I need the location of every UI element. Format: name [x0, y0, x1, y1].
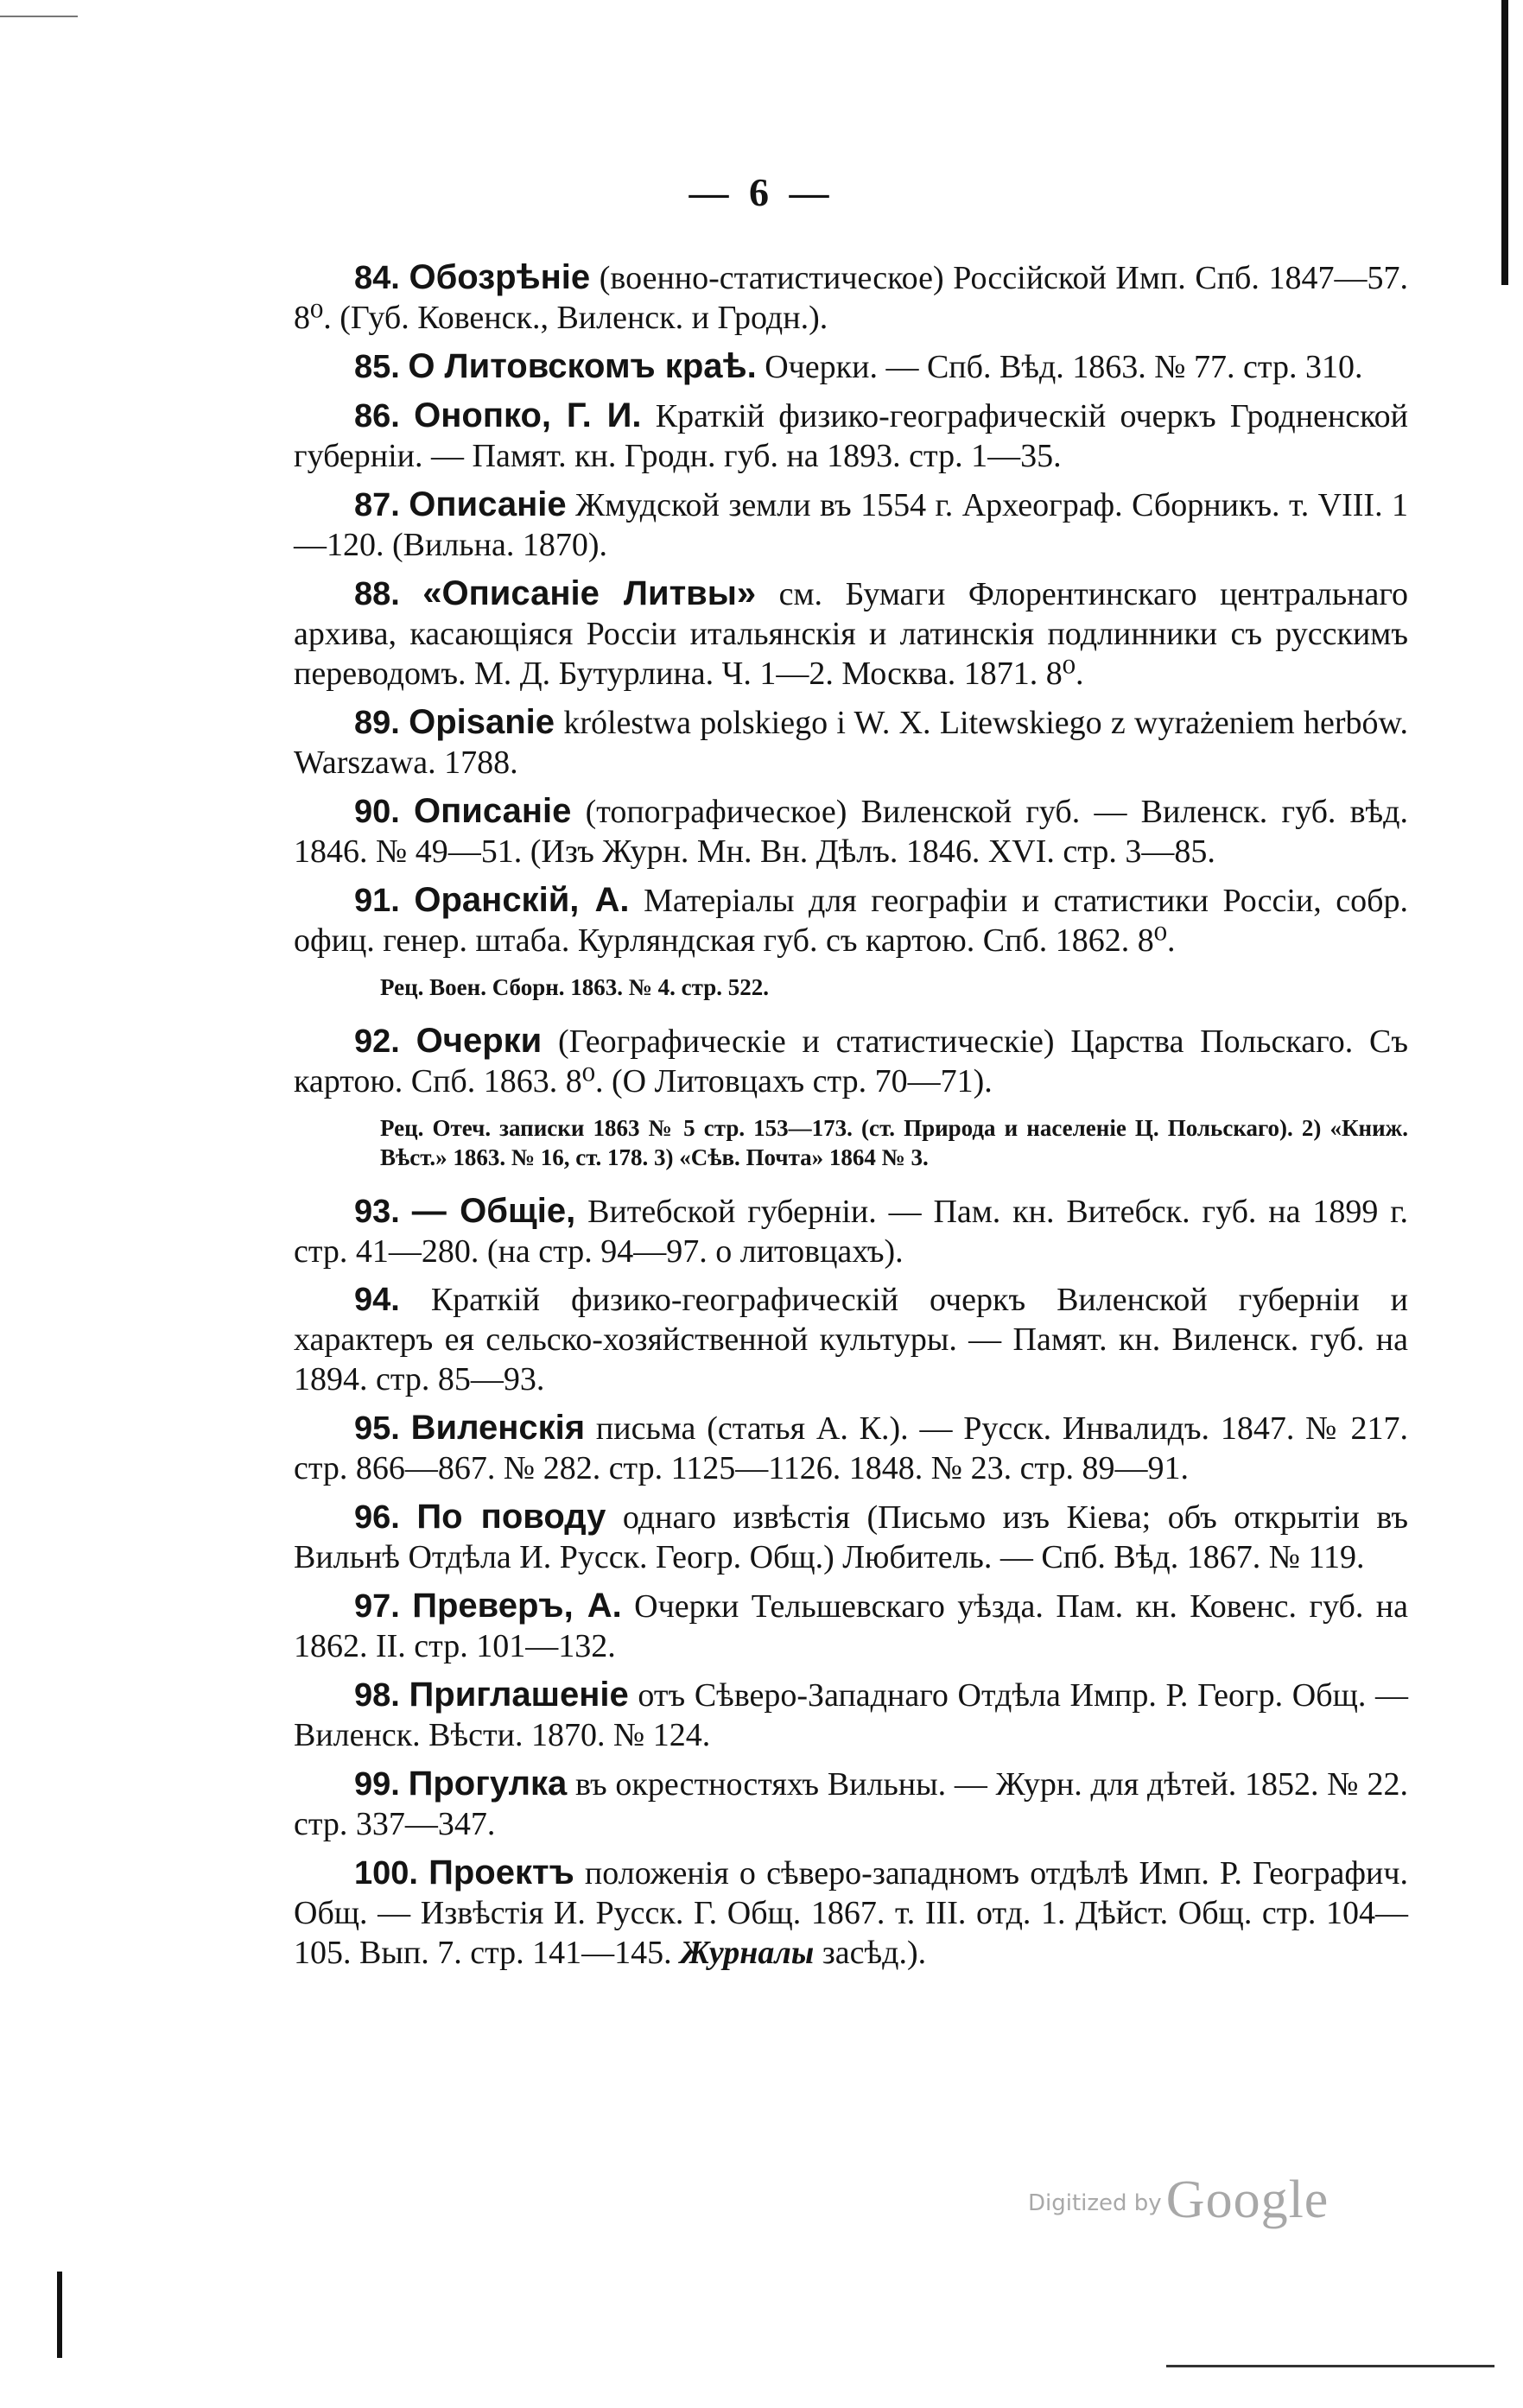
scan-edge-shadow: [1501, 0, 1508, 285]
entry-heading: Оранскій, А.: [414, 881, 630, 919]
scan-bottom-line: [1166, 2365, 1494, 2367]
entry-number: 88.: [354, 576, 400, 612]
scan-edge-mark: [0, 16, 78, 17]
entry-text: Очерки. — Спб. Вѣд. 1863. № 77. стр. 310.: [765, 349, 1363, 385]
entry-text: (военно-статистическое) Россійской Имп. Спб. 1847—57. 8⁰. (Губ. Ковенск., Виленск. и Гродн.).: [294, 260, 1409, 336]
entry-heading: По поводу: [416, 1498, 606, 1536]
entry-text: królestwa polskiego i W. X. Litewskiego z wyrażeniem herbów. Warszawa. 1788.: [294, 705, 1408, 781]
review-note-91: Рец. Воен. Сборн. 1863. № 4. стр. 522.: [380, 974, 769, 1000]
entry-heading: Приглашеніе: [409, 1676, 629, 1714]
entry-98: [294, 1675, 1408, 1755]
entry-heading: Очерки: [416, 1022, 543, 1060]
entry-92: [294, 1021, 1408, 1101]
entry-number: 92.: [354, 1023, 400, 1060]
entry-heading: Описаніе: [414, 792, 572, 830]
entry-84: [294, 257, 1408, 338]
entry-text: въ окрестностяхъ Вильны. — Журн. для дѣтей. 1852. № 22. стр. 337—347.: [294, 1766, 1408, 1842]
google-logo: Google: [1165, 2170, 1329, 2229]
review-note-92: Рец. Отеч. записки 1863 № 5 стр. 153—173. (ст. Природа и населеніе Ц. Польскаго). 2) «Книж. Вѣст.» 1863. № 16, ст. 178. 3) «Сѣв. Почта» 1864 № 3.: [380, 1115, 1408, 1170]
entry-number: 87.: [354, 487, 400, 523]
entry-text: письма (статья А. К.). — Русск. Инвалидъ. 1847. № 217. стр. 866—867. № 282. стр. 1125—1126. 1848. № 23. стр. 89—91.: [294, 1410, 1409, 1486]
scan-edge-mark-left: [57, 2272, 62, 2358]
entry-heading: Прогулка: [408, 1765, 568, 1803]
entry-99: [294, 1764, 1408, 1844]
entry-number: 84.: [354, 260, 400, 296]
entry-number: 99.: [354, 1766, 400, 1803]
entry-text: Матеріалы для географіи и статистики Россіи, собр. офиц. генер. штаба. Курляндская губ. съ картою. Спб. 1862. 8⁰.: [294, 883, 1408, 959]
entry-number: 94.: [354, 1282, 400, 1318]
entry-text: Краткій физико-географическій очеркъ Гродненской губерніи. — Памят. кн. Гродн. губ. на 1893. стр. 1—35.: [294, 398, 1409, 474]
entry-heading: Виленскія: [410, 1409, 586, 1447]
entry-text: однаго извѣстія (Письмо изъ Кіева; объ открытіи въ Вильнѣ Отдѣла И. Русск. Геогр. Общ.) Любитель. — Спб. Вѣд. 1867. № 119.: [294, 1499, 1409, 1575]
entry-number: 95.: [354, 1410, 400, 1447]
entry-heading: Обозрѣніе: [409, 258, 591, 296]
entry-number: 90.: [354, 794, 400, 830]
entry-text: (Географическіе и статистическіе) Царства Польскаго. Съ картою. Спб. 1863. 8⁰. (О Литовцахъ стр. 70—71).: [294, 1023, 1409, 1099]
entry-number: 93.: [354, 1194, 400, 1230]
entry-text: положенія о сѣверо-западномъ отдѣлѣ Имп. Р. Географич. Общ. — Извѣстія И. Русск. Г. Общ. 1867. т. III. отд. 1. Дѣйст. Общ. стр. 104—105. Вып. 7. стр. 141—145.: [294, 1855, 1408, 1971]
entry-tail: засѣд.).: [822, 1935, 927, 1971]
digitized-watermark: [1028, 2170, 1329, 2231]
entry-heading: «Описаніе Литвы»: [422, 574, 757, 612]
entry-heading: — Общіе,: [411, 1192, 576, 1230]
entry-heading: Преверъ, А.: [412, 1587, 622, 1625]
entry-number: 89.: [354, 705, 400, 741]
entry-text: см. Бумаги Флорентинскаго центральнаго архива, касающіяся Россіи итальянскія и латинскія подлинники съ русскимъ переводомъ. М. Д. Бутурлина. Ч. 1—2. Москва. 1871. 8⁰.: [294, 576, 1409, 692]
entry-number: 85.: [354, 349, 400, 385]
entry-97: [294, 1586, 1408, 1666]
entry-text: Краткій физико-географическій очеркъ Виленской губерніи и характеръ ея сельско-хозяйственной культуры. — Памят. кн. Виленск. губ. на 1894. стр. 85—93.: [294, 1282, 1409, 1397]
entry-number: 100.: [354, 1855, 418, 1892]
entry-100: [294, 1853, 1408, 1973]
entry-text: Жмудской земли въ 1554 г. Археограф. Сборникъ. т. VIII. 1—120. (Вильна. 1870).: [294, 487, 1409, 563]
entry-number: 98.: [354, 1677, 400, 1714]
entry-90: [294, 791, 1408, 871]
entry-94: [294, 1280, 1408, 1399]
entry-number: 96.: [354, 1499, 400, 1536]
watermark-prefix: Digitized by: [1028, 2190, 1162, 2216]
page-number: — 6 —: [689, 170, 834, 214]
entry-text: (топографическое) Виленской губ. — Виленск. губ. вѣд. 1846. № 49—51. (Изъ Журн. Мн. Вн. Дѣлъ. 1846. XVI. стр. 3—85.: [294, 794, 1408, 870]
entry-88: [294, 573, 1408, 694]
entry-text: отъ Сѣверо-Западнаго Отдѣла Импр. Р. Геогр. Общ. — Виленск. Вѣсти. 1870. № 124.: [294, 1677, 1409, 1753]
entry-87: [294, 485, 1408, 565]
bibliography-list: [294, 257, 1408, 1981]
entry-number: 91.: [354, 883, 400, 919]
entry-heading: Opisanie: [409, 703, 555, 741]
entry-85: [294, 346, 1408, 387]
entry-tail-italic: Журналы: [680, 1935, 815, 1971]
entry-heading: О Литовскомъ краѣ.: [408, 347, 757, 385]
entry-number: 86.: [354, 398, 400, 434]
entry-text: Витебской губерніи. — Пам. кн. Витебск. губ. на 1899 г. стр. 41—280. (на стр. 94—97. о литовцахъ).: [294, 1194, 1409, 1270]
entry-96: [294, 1497, 1408, 1577]
entry-91: [294, 880, 1408, 960]
entry-heading: Проектъ: [428, 1854, 574, 1892]
entry-number: 97.: [354, 1588, 400, 1625]
entry-86: [294, 396, 1408, 476]
entry-heading: Онопко, Г. И.: [414, 396, 642, 434]
entry-text: Очерки Тельшевскаго уѣзда. Пам. кн. Ковенс. губ. на 1862. II. стр. 101—132.: [294, 1588, 1409, 1664]
entry-heading: Описаніе: [409, 485, 567, 523]
entry-93: [294, 1191, 1408, 1271]
entry-95: [294, 1408, 1408, 1488]
entry-89: [294, 702, 1408, 783]
